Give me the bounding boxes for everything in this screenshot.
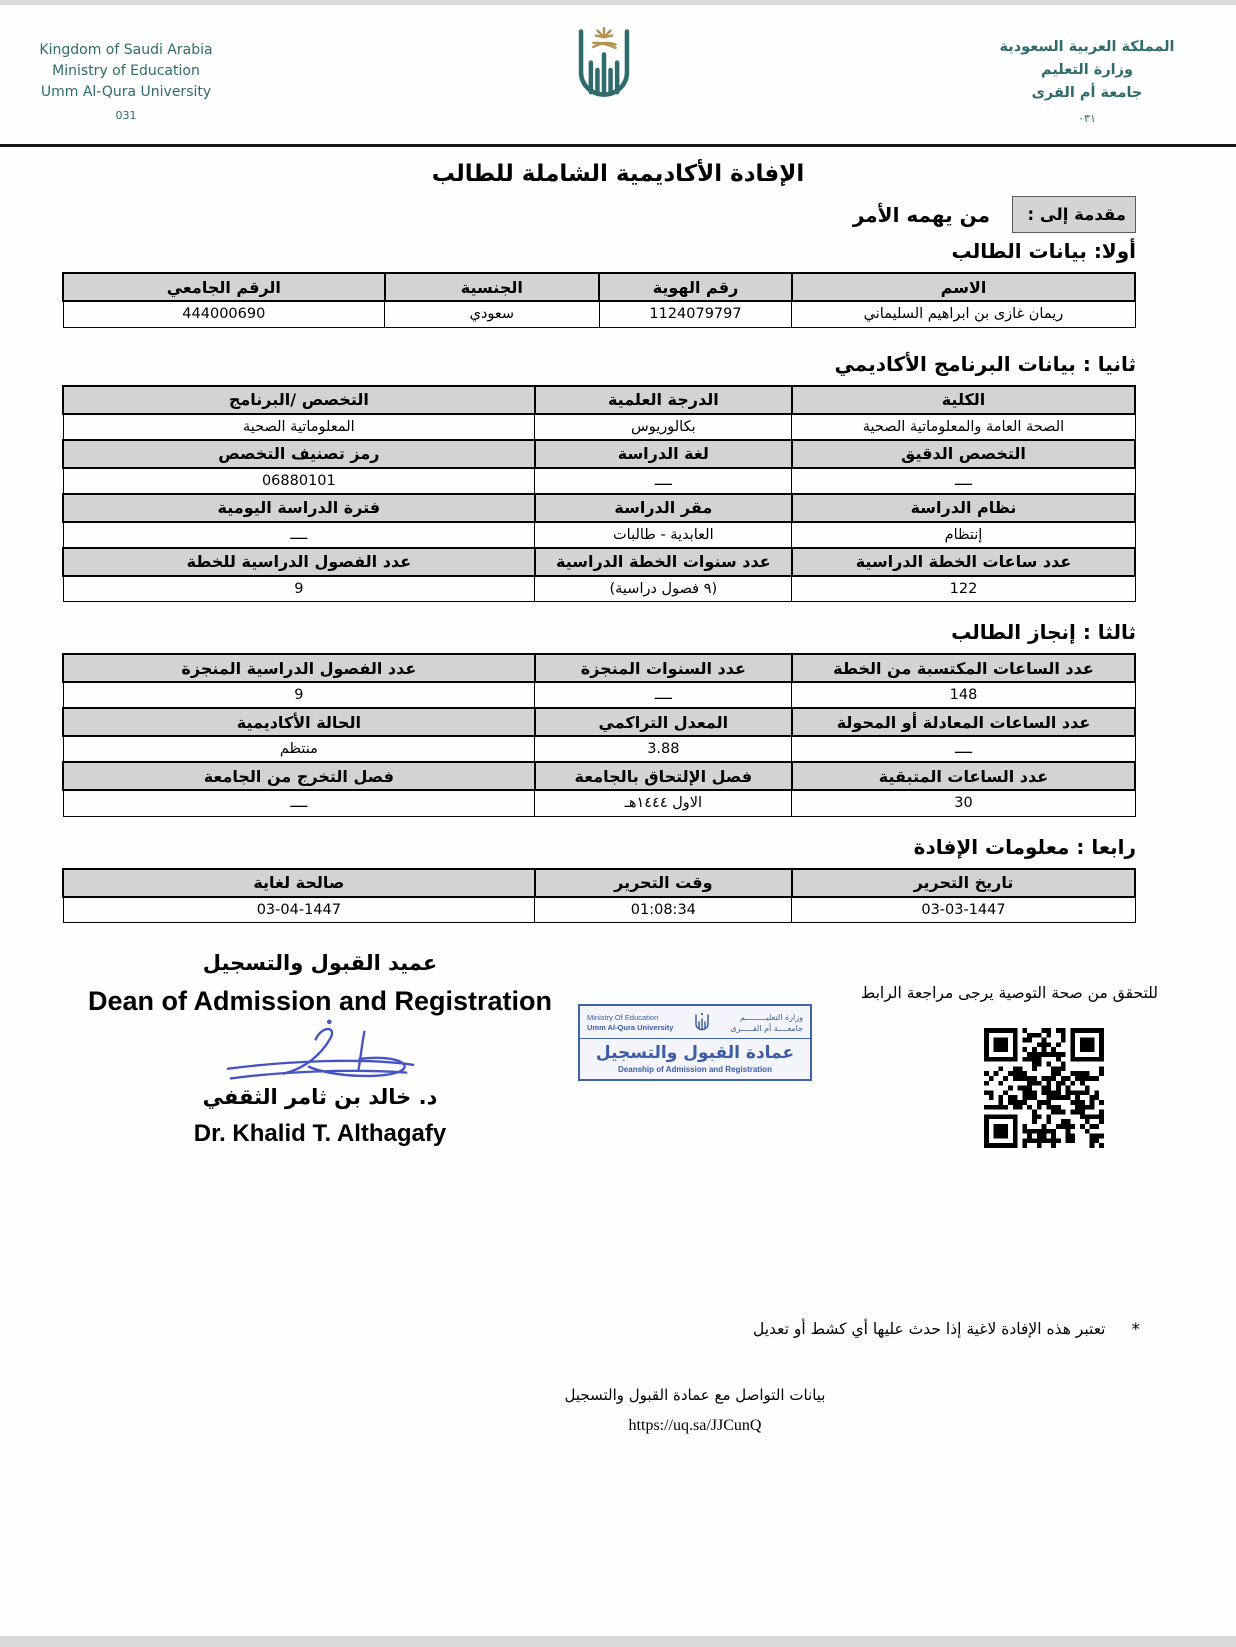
stamp-logo-icon (692, 1011, 712, 1034)
stamp-arabic-block (730, 1012, 803, 1034)
statement-info-table (62, 868, 1136, 924)
document-header (0, 0, 1236, 124)
table-row (63, 414, 1135, 440)
col-header: التخصص /البرنامج (63, 386, 535, 414)
cell-value: ــــ (63, 790, 535, 816)
kingdom-label-ar: المملكة العربية السعودية (999, 39, 1175, 55)
verification-note: للتحقق من صحة التوصية يرجى مراجعة الرابط (860, 984, 1158, 1002)
col-header: عدد الساعات المتبقية (792, 762, 1135, 790)
cell-value: بكالوريوس (535, 414, 792, 440)
cell-value: 444000690 (63, 301, 385, 327)
cell-value: منتظم (63, 736, 535, 762)
cell-value: 148 (792, 682, 1135, 708)
col-header: المعدل التراكمي (535, 708, 792, 736)
col-header: مقر الدراسة (535, 494, 792, 522)
col-header: الرقم الجامعي (63, 273, 385, 301)
table-row (63, 790, 1135, 816)
asterisk: * (1131, 1320, 1140, 1340)
cell-value: 9 (63, 682, 535, 708)
stamp-dept-en: Deanship of Admission and Registration (618, 1065, 772, 1074)
cell-value: ــــ (63, 522, 535, 548)
stamp-university-en: Umm Al-Qura University (587, 1022, 674, 1032)
col-header: فترة الدراسة اليومية (63, 494, 535, 522)
scan-edge-top (0, 0, 1236, 5)
cell-value: 30 (792, 790, 1135, 816)
code-label-en: 031 (115, 109, 137, 122)
page-title: الإفادة الأكاديمية الشاملة للطالب (431, 161, 805, 187)
university-label-ar: جامعة أم القرى (1031, 85, 1143, 101)
university-label-en: Umm Al-Qura University (40, 84, 212, 100)
cell-value: ــــ (792, 736, 1135, 762)
code-label-ar: ٠٣١ (1078, 112, 1096, 125)
stamp-department (580, 1038, 810, 1079)
kingdom-label-en: Kingdom of Saudi Arabia (39, 42, 213, 58)
col-header: عدد الساعات المعادلة أو المحولة (792, 708, 1135, 736)
col-header: التخصص الدقيق (792, 440, 1135, 468)
dean-name-en: Dr. Khalid T. Althagafy (193, 1120, 447, 1147)
col-header: رقم الهوية (599, 273, 792, 301)
void-footnote (753, 1320, 1140, 1340)
deanship-stamp (578, 1004, 812, 1081)
scan-edge-bottom (0, 1636, 1236, 1647)
header-divider (0, 144, 1236, 147)
cell-value: ــــ (792, 468, 1135, 494)
col-header: الحالة الأكاديمية (63, 708, 535, 736)
table-row (63, 440, 1135, 468)
student-info-table (62, 272, 1136, 328)
section-title-student: أولا: بيانات الطالب (951, 239, 1136, 263)
stamp-english-block (587, 1013, 673, 1033)
addressed-to-box: مقدمة إلى : (1012, 196, 1136, 233)
col-header: صالحة لغاية (63, 869, 535, 897)
header-arabic-block (982, 36, 1192, 130)
dean-title-en: Dean of Admission and Registration (87, 986, 553, 1016)
col-header: رمز تصنيف التخصص (63, 440, 535, 468)
cell-value: سعودي (385, 301, 599, 327)
section-title-program: ثانيا : بيانات البرنامج الأكاديمي (834, 351, 1136, 376)
col-header: لغة الدراسة (535, 440, 792, 468)
col-header: نظام الدراسة (792, 494, 1135, 522)
table-row (63, 386, 1135, 414)
cell-value: 03-03-1447 (792, 897, 1135, 923)
table-row (63, 522, 1135, 548)
signature-block (58, 948, 582, 1148)
cell-value: 03-04-1447 (63, 897, 535, 923)
table-row (63, 708, 1135, 736)
cell-value: ريمان غازى بن ابراهيم السليماني (792, 301, 1135, 327)
table-row (63, 762, 1135, 790)
col-header: عدد الفصول الدراسية المنجزة (63, 654, 535, 682)
stamp-header (580, 1006, 810, 1038)
col-header: الجنسية (385, 273, 599, 301)
cell-value: 3.88 (535, 736, 792, 762)
section-title-achievement: ثالثا : إنجاز الطالب (951, 620, 1136, 644)
section-title-info: رابعا : معلومات الإفادة (913, 834, 1136, 859)
cell-value: 1124079797 (599, 301, 792, 327)
cell-value: 122 (792, 576, 1135, 602)
table-row (63, 869, 1135, 897)
col-header: عدد الساعات المكتسبة من الخطة (792, 654, 1135, 682)
stamp-ministry-en: Ministry Of Education (587, 1012, 659, 1022)
col-header: الدرجة العلمية (535, 386, 792, 414)
cell-value: 9 (63, 576, 535, 602)
dean-name-ar: د. خالد بن ثامر الثقفي (202, 1085, 438, 1109)
uqu-logo-icon (563, 12, 645, 132)
qr-code (984, 1028, 1104, 1148)
stamp-ministry-ar: وزارة التعليـــــــــم (740, 1012, 803, 1022)
achievement-table (62, 653, 1136, 817)
table-row (63, 468, 1135, 494)
table-row (63, 301, 1135, 327)
contact-block (420, 1386, 970, 1435)
col-header: عدد سنوات الخطة الدراسية (535, 548, 792, 576)
table-row (63, 897, 1135, 923)
cell-value: 06880101 (63, 468, 535, 494)
col-header: وقت التحرير (535, 869, 792, 897)
dean-title-ar: عميد القبول والتسجيل (202, 951, 438, 975)
cell-value: ــــ (535, 682, 792, 708)
table-row (63, 576, 1135, 602)
table-row (63, 273, 1135, 301)
program-info-table (62, 385, 1136, 603)
contact-text: بيانات التواصل مع عمادة القبول والتسجيل (564, 1386, 826, 1404)
cell-value: العابدية - طالبات (535, 522, 792, 548)
table-row (63, 548, 1135, 576)
addressed-to-row (0, 196, 1136, 233)
cell-value: إنتظام (792, 522, 1135, 548)
col-header: تاريخ التحرير (792, 869, 1135, 897)
table-row (63, 682, 1135, 708)
col-header: الكلية (792, 386, 1135, 414)
addressed-to-value: من يهمه الأمر (852, 202, 990, 227)
ministry-label-en: Ministry of Education (52, 63, 200, 79)
stamp-dept-ar: عمادة القبول والتسجيل (595, 1043, 795, 1063)
table-row (63, 654, 1135, 682)
cell-value: ــــ (535, 468, 792, 494)
col-header: الاسم (792, 273, 1135, 301)
cell-value: الاول ١٤٤٤هـ (535, 790, 792, 816)
col-header: عدد الفصول الدراسية للخطة (63, 548, 535, 576)
cell-value: 01:08:34 (535, 897, 792, 923)
header-english-block (26, 40, 226, 126)
contact-url: https://uq.sa/JJCunQ (628, 1417, 762, 1434)
ministry-label-ar: وزارة التعليم (1040, 62, 1133, 78)
table-row (63, 494, 1135, 522)
cell-value: الصحة العامة والمعلوماتية الصحية (792, 414, 1135, 440)
col-header: عدد ساعات الخطة الدراسية (792, 548, 1135, 576)
col-header: فصل التخرج من الجامعة (63, 762, 535, 790)
table-row (63, 736, 1135, 762)
cell-value: المعلوماتية الصحية (63, 414, 535, 440)
void-note-text: تعتبر هذه الإفادة لاغية إذا حدث عليها أي كشط أو تعديل (752, 1320, 1106, 1338)
cell-value: (٩ فصول دراسية) (535, 576, 792, 602)
col-header: عدد السنوات المنجزة (535, 654, 792, 682)
stamp-university-ar: جامعــــة أم القـــــرى (730, 1023, 803, 1033)
col-header: فصل الإلتحاق بالجامعة (535, 762, 792, 790)
